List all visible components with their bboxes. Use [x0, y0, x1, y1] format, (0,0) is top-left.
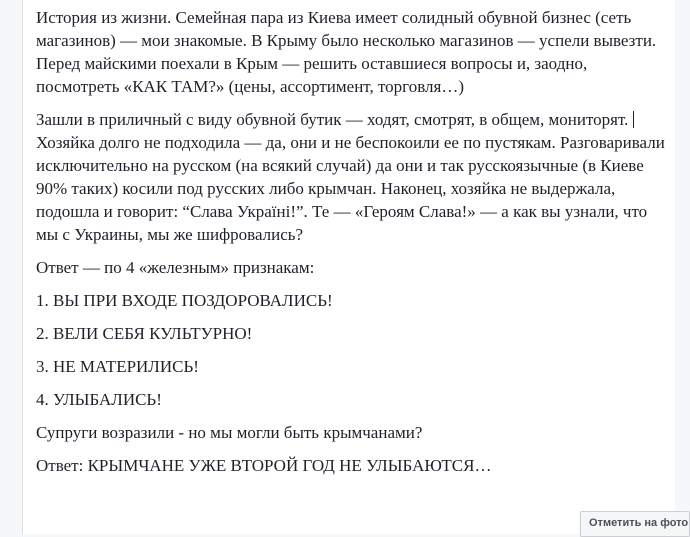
post-list-item-3: 3. НЕ МАТЕРИЛИСЬ!: [36, 357, 199, 376]
post-paragraph-boutique-rest: Хозяйка долго не подходила — да, они и не беспокоили ее по пустякам. Разговаривали исключительно на русском (на всякий случай) да они и так русскоязычные (в Киеве 90% таких) косили под русских либо крымчан. Наконец, хозяйка не выдержала, подошла и говорит: “Слава Україні!”. Те — «Героям Слава!» — а как вы узнали, что мы с Украины, мы же шифровались?: [36, 133, 665, 244]
post-text: [36, 6, 666, 487]
post-list-item-4: 4. УЛЫБАЛИСЬ!: [36, 390, 162, 409]
text-cursor: [633, 111, 634, 128]
post-paragraph-objection: Супруги возразили - но мы могли быть крымчанами?: [36, 423, 423, 442]
post-list-item-1: 1. ВЫ ПРИ ВХОДЕ ПОЗДОРОВАЛИСЬ!: [36, 291, 333, 310]
post-paragraph-punchline: Ответ: КРЫМЧАНЕ УЖЕ ВТОРОЙ ГОД НЕ УЛЫБАЮТСЯ…: [36, 456, 492, 475]
post-list-item-2: 2. ВЕЛИ СЕБЯ КУЛЬТУРНО!: [36, 324, 253, 343]
post-card: [22, 0, 675, 534]
post-paragraph-story-intro: История из жизни. Семейная пара из Киева имеет солидный обувной бизнес (сеть магазинов) — мои знакомые. В Крыму было несколько магазинов — успели вывезти. Перед майскими поехали в Крым — решить оставшиеся вопросы и, заодно, посмотреть «КАК ТАМ?» (цены, ассортимент, торговля…): [36, 8, 657, 96]
post-paragraph-answer-intro: Ответ — по 4 «железным» признакам:: [36, 258, 315, 277]
tag-photo-button[interactable]: Отметить на фото: [580, 511, 690, 537]
post-paragraph-boutique: [36, 108, 666, 246]
post-paragraph-boutique-start: Зашли в приличный с виду обувной бутик — ходят, смотрят, в общем, мониторят.: [36, 110, 633, 129]
